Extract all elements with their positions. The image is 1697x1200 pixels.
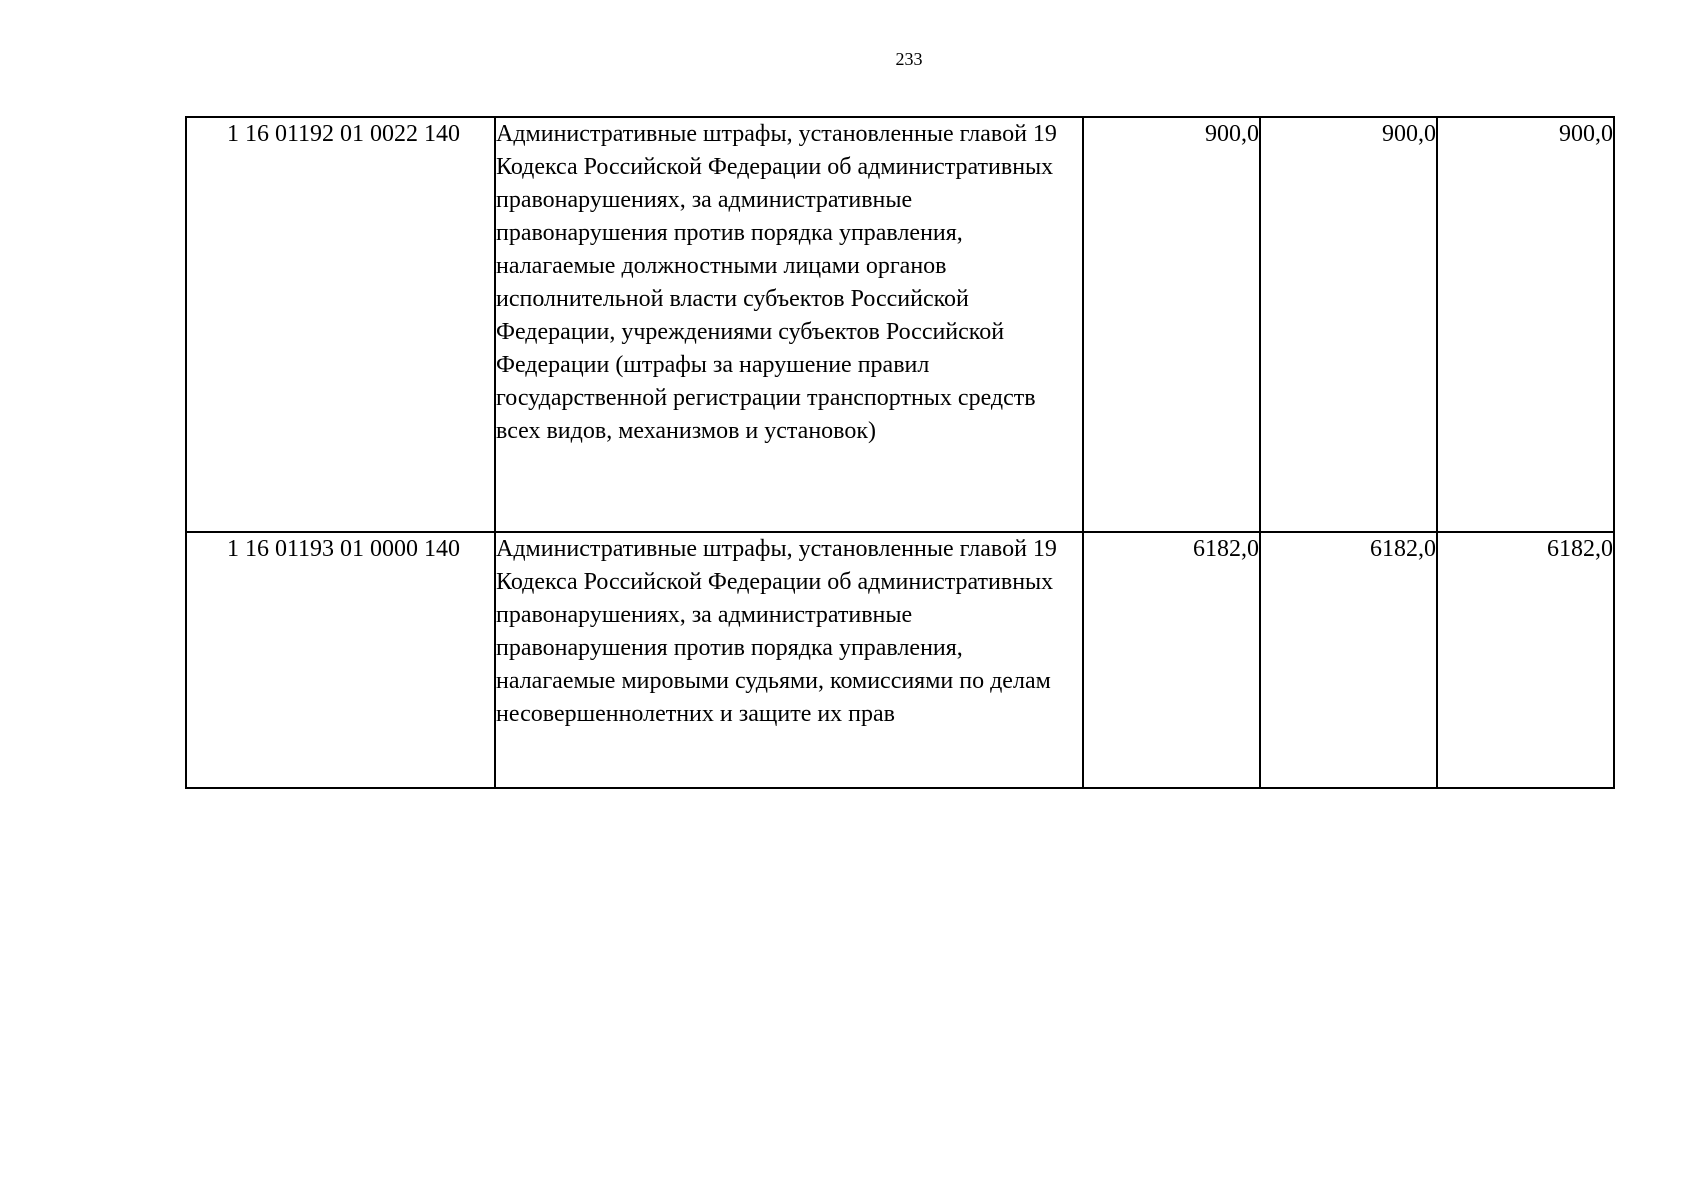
budget-classification-code: 1 16 01193 01 0000 140	[186, 532, 495, 788]
table-row	[186, 117, 1614, 532]
amount-year-3: 6182,0	[1437, 532, 1614, 788]
amount-year-2: 900,0	[1260, 117, 1437, 532]
amount-year-2: 6182,0	[1260, 532, 1437, 788]
page-number: 233	[895, 49, 923, 69]
table-row	[186, 532, 1614, 788]
amount-year-1: 6182,0	[1083, 532, 1260, 788]
revenue-description: Административные штрафы, установленные главой 19 Кодекса Российской Федерации об административных правонарушениях, за административные правонарушения против порядка управления, налагаемые мировыми судьями, комиссиями по делам несовершеннолетних и защите их прав	[495, 532, 1083, 788]
amount-year-1: 900,0	[1083, 117, 1260, 532]
budget-classification-code: 1 16 01192 01 0022 140	[186, 117, 495, 532]
revenue-description: Административные штрафы, установленные главой 19 Кодекса Российской Федерации об административных правонарушениях, за административные правонарушения против порядка управления, налагаемые должностными лицами органов исполнительной власти субъектов Российской Федерации, учреждениями субъектов Российской Федерации (штрафы за нарушение правил государственной регистрации транспортных средств всех видов, механизмов и установок)	[495, 117, 1083, 532]
amount-year-3: 900,0	[1437, 117, 1614, 532]
budget-revenue-table	[185, 116, 1615, 789]
